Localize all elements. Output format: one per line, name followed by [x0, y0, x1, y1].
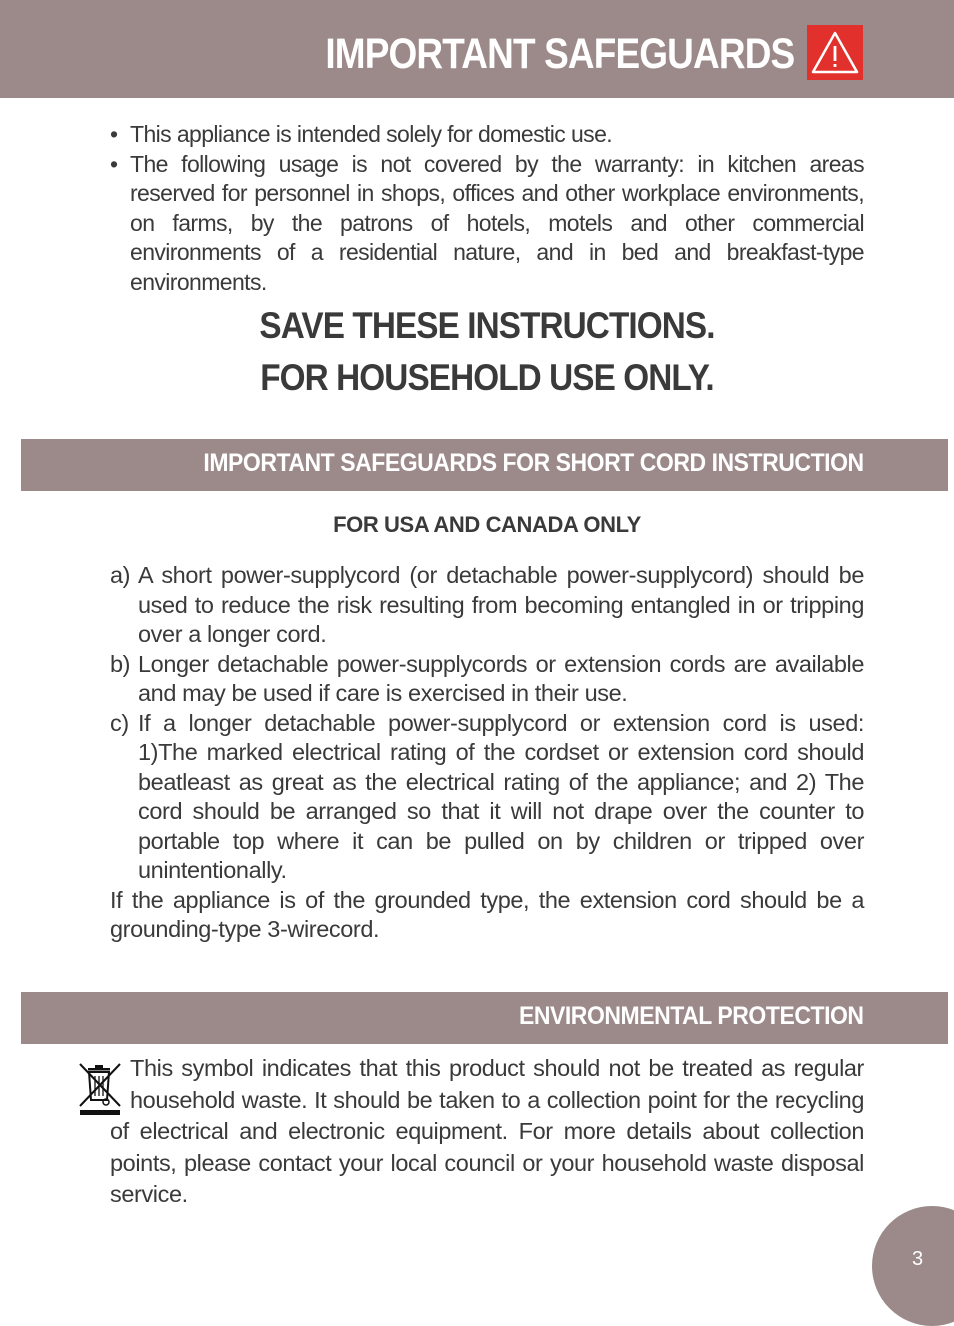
page-number: 3: [912, 1248, 924, 1270]
warning-triangle-icon: [807, 25, 863, 80]
list-item: • This appliance is intended solely for domestic use.: [110, 121, 613, 147]
page-title: IMPORTANT SAFEGUARDS: [324, 30, 794, 78]
short-cord-list: [110, 561, 864, 945]
section-title: ENVIRONMENTAL PROTECTION: [519, 1002, 864, 1030]
list-item: • The following usage is not covered by the warranty: in kitchen areas reserved for personnel in shops, offices and other workplace environments, on farms, by the patrons of hotels, motels and other commercial environments of a residential nature, and in bed and breakfast-type environments.: [110, 150, 864, 295]
save-notice: [0, 300, 954, 404]
intro-bullet-list: [110, 120, 864, 297]
save-notice-line: FOR HOUSEHOLD USE ONLY.: [260, 357, 714, 398]
section-header-environment: [21, 992, 948, 1044]
grounded-note: If the appliance is of the grounded type, the extension cord should be a grounding-type 3-wirecord.: [110, 886, 864, 942]
section-title: IMPORTANT SAFEGUARDS FOR SHORT CORD INSTRUCTION: [203, 449, 864, 477]
list-item: c) If a longer detachable power-supplycord or extension cord is used: 1)The marked electrical rating of the cordset or extension cord should beatleast as great as the electrical rating of the appliance; and 2) The cord should be arranged so that it will not drape over the counter to portable top where it can be pulled on by children or tripped over unintentionally.: [110, 709, 864, 883]
save-notice-line: SAVE THESE INSTRUCTIONS.: [259, 305, 715, 346]
environment-text: This symbol indicates that this product should not be treated as regular household waste. It should be taken to a collection point for the recycling of electrical and electronic equipment. For more details about collection points, please contact your local council or your household waste disposal service.: [110, 1055, 864, 1207]
section-header-short-cord: [21, 439, 948, 491]
list-item: b) Longer detachable power-supplycords or extension cords are available and may be used if care is exercised in their use.: [110, 650, 864, 706]
list-item: a) A short power-supplycord (or detachable power-supplycord) should be used to reduce the risk resulting from becoming entangled in or tripping over a longer cord.: [110, 562, 864, 647]
section-subtitle: FOR USA AND CANADA ONLY: [333, 512, 641, 537]
